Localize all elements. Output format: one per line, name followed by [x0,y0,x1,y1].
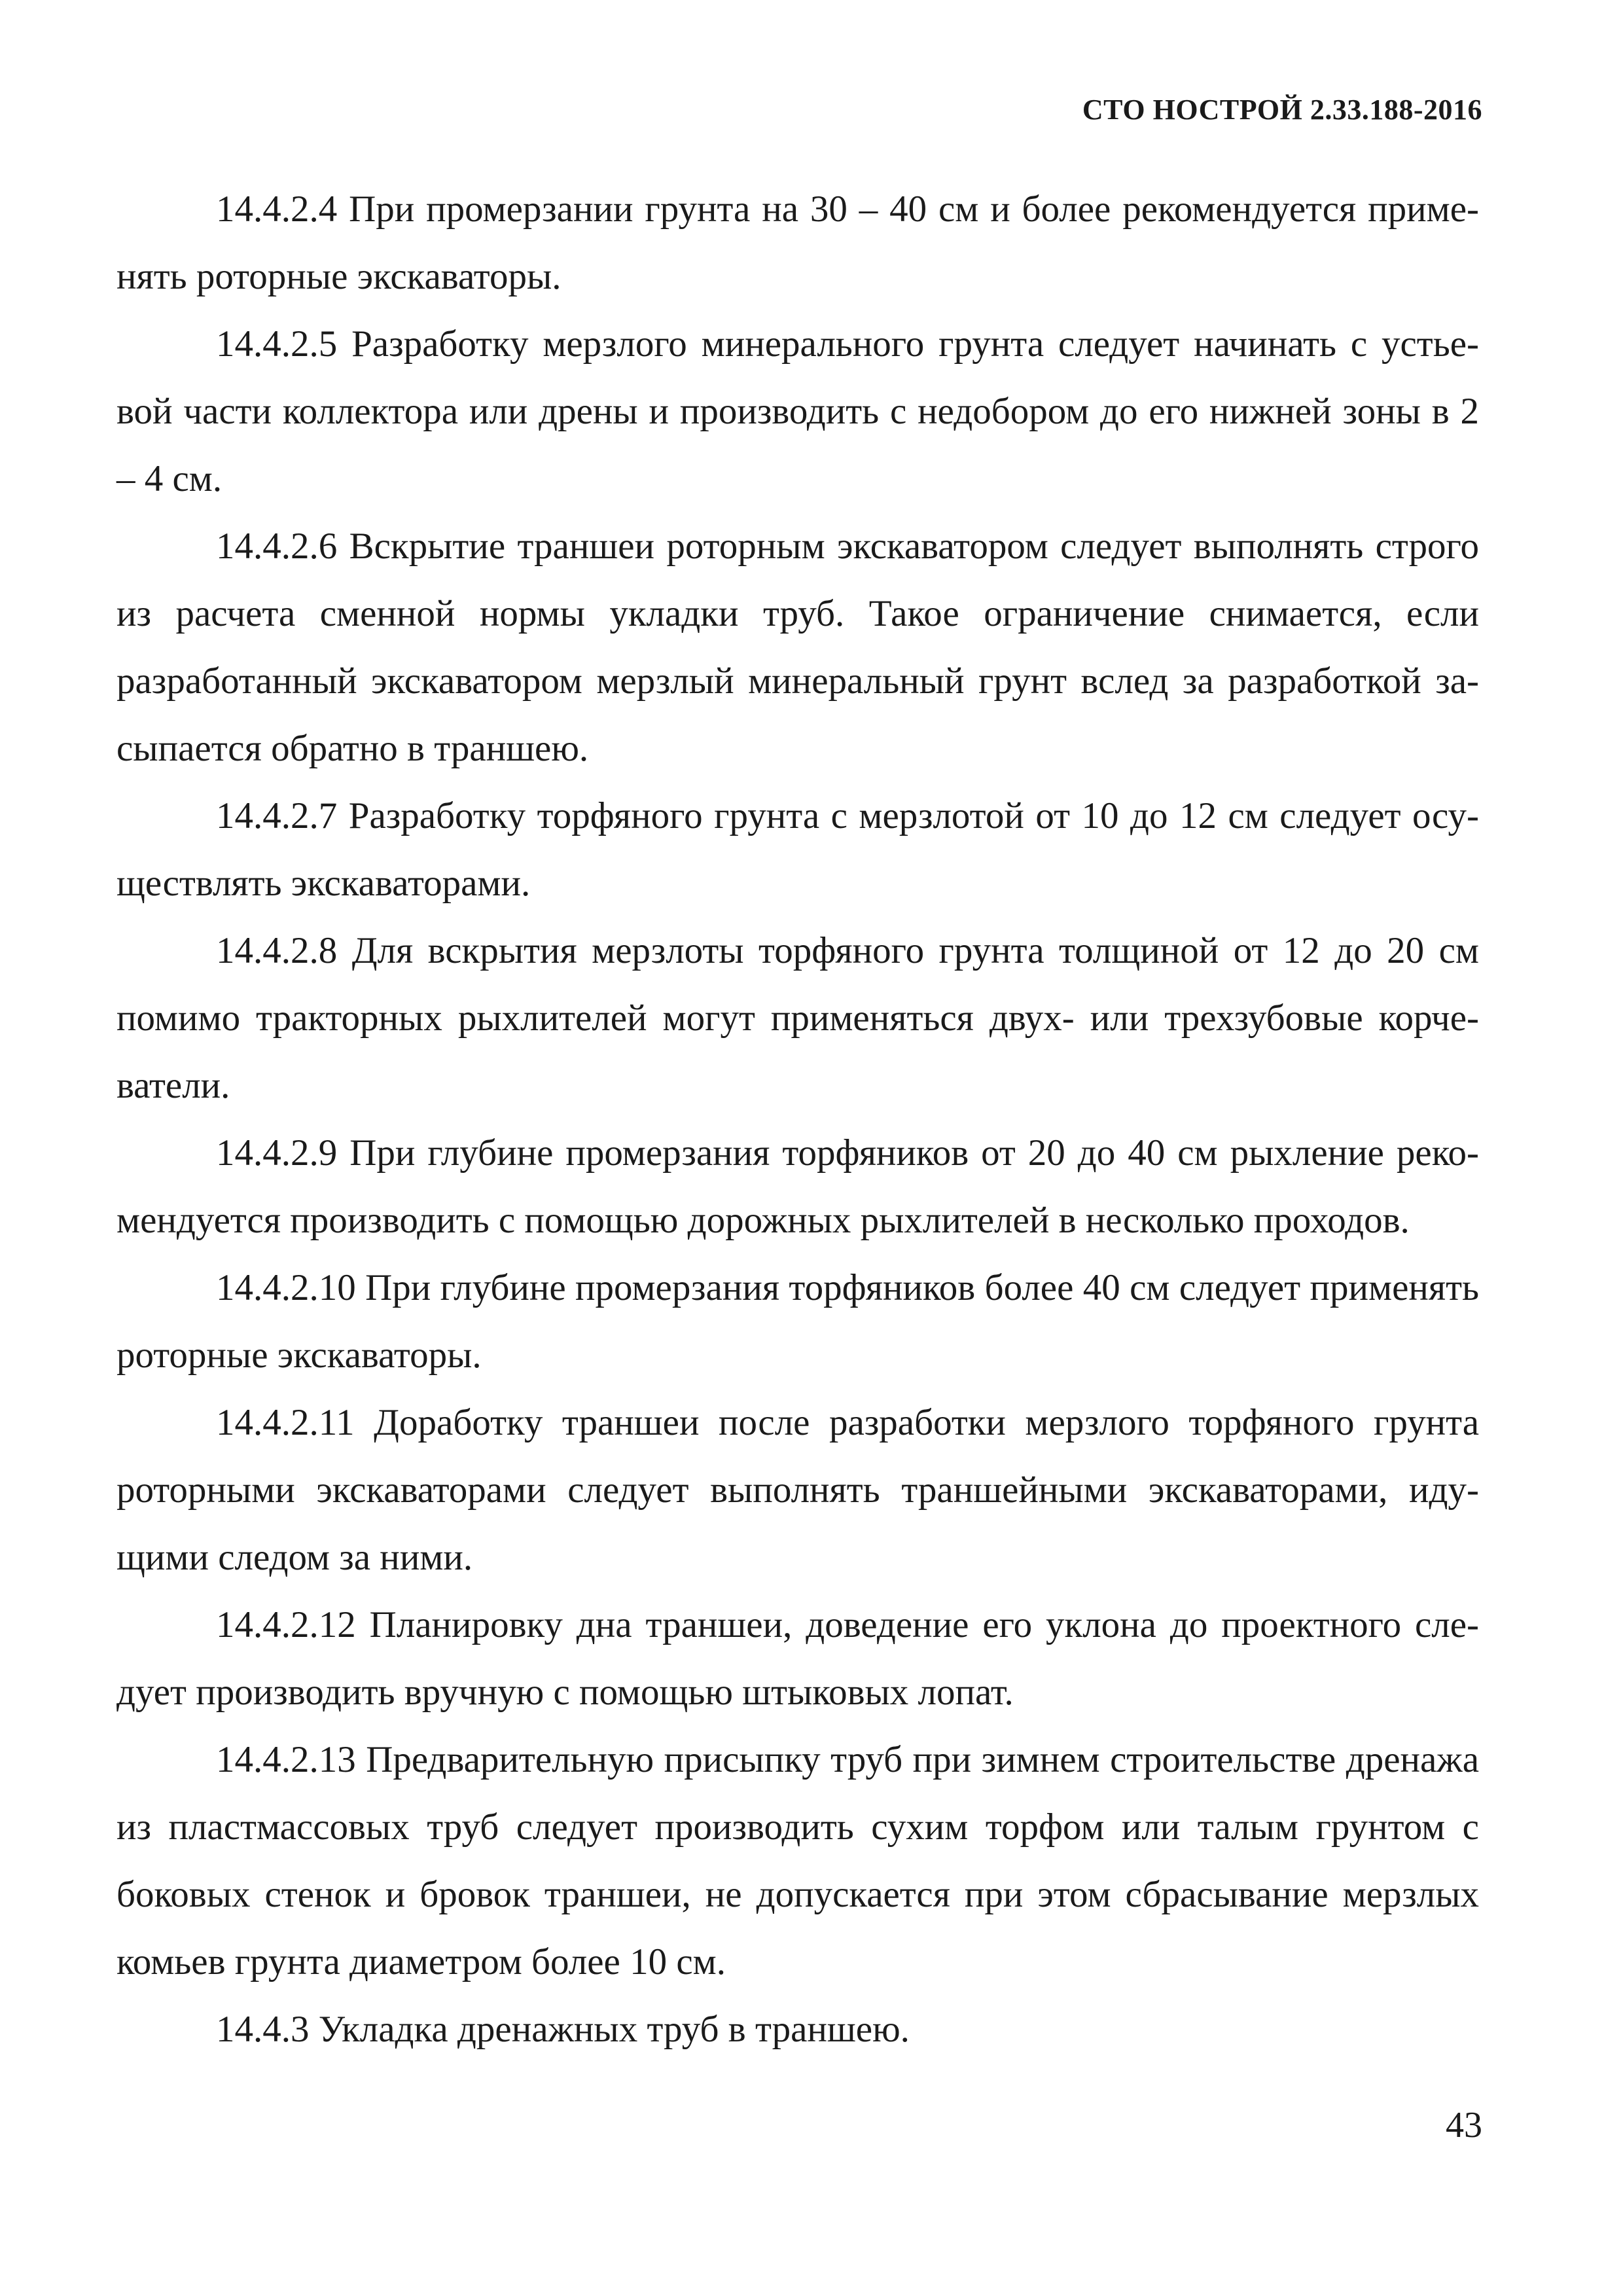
document-code-header: СТО НОСТРОЙ 2.33.188-2016 [1082,94,1482,126]
paragraph-14-4-2-11: 14.4.2.11 Доработку траншеи после разработки мерзлого торфяного грунта роторными экскаваторами следует выполнять траншейными экскаваторами, идущими следом за ними. [116,1402,1479,1578]
paragraph-14-4-2-8: 14.4.2.8 Для вскрытия мерзлоты торфяного грунта толщиной от 12 до 20 см помимо тракторных рыхлителей могут применяться двух- или трехзубовые корчеватели. [116,930,1479,1106]
paragraph-14-4-3: 14.4.3 Укладка дренажных труб в траншею. [216,2009,910,2050]
paragraph-14-4-2-12: 14.4.2.12 Планировку дна траншеи, доведение его уклона до проектного следует производить вручную с помощью штыковых лопат. [116,1604,1479,1713]
body-text [116,175,1479,2063]
paragraph-14-4-2-7: 14.4.2.7 Разработку торфяного грунта с мерзлотой от 10 до 12 см следует осуществлять экскаваторами. [116,795,1479,904]
page-number: 43 [1446,2105,1482,2145]
paragraph-14-4-2-5: 14.4.2.5 Разработку мерзлого минерального грунта следует начинать с устьевой части коллектора или дрены и производить с недобором до его нижней зоны в 2 – 4 см. [116,323,1479,499]
paragraph-14-4-2-4: 14.4.2.4 При промерзании грунта на 30 – 40 см и более рекомендуется применять роторные экскаваторы. [116,188,1479,297]
paragraph-14-4-2-6: 14.4.2.6 Вскрытие траншеи роторным экскаватором следует выполнять строго из расчета сменной нормы укладки труб. Такое ограничение снимается, если разработанный экскаватором мерзлый минеральный грунт вслед за разработкой засыпается обратно в траншею. [116,526,1479,769]
paragraph-14-4-2-9: 14.4.2.9 При глубине промерзания торфяников от 20 до 40 см рыхление рекомендуется производить с помощью дорожных рыхлителей в несколько проходов. [116,1132,1479,1241]
paragraph-14-4-2-10: 14.4.2.10 При глубине промерзания торфяников более 40 см следует применять роторные экскаваторы. [116,1267,1479,1376]
paragraph-14-4-2-13: 14.4.2.13 Предварительную присыпку труб при зимнем строительстве дренажа из пластмассовых труб следует производить сухим торфом или талым грунтом с боковых стенок и бровок траншеи, не допускается при этом сбрасывание мерзлых комьев грунта диаметром более 10 см. [116,1739,1479,1982]
